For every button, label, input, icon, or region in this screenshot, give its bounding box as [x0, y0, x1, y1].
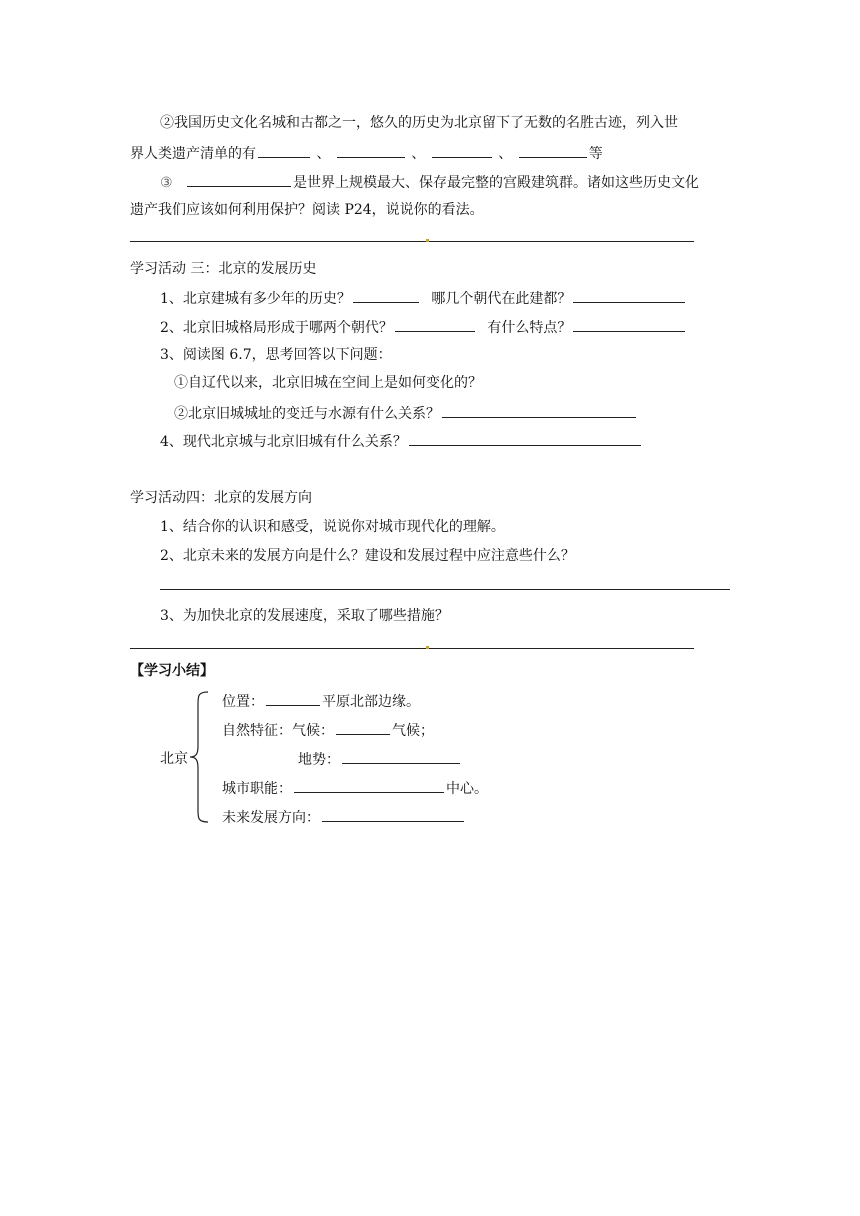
summary-future — [222, 807, 466, 827]
palace-paragraph-line2 — [130, 201, 484, 219]
text: ②北京旧城城址的变迁与水源有什么关系？ — [174, 406, 440, 422]
answer-blank[interactable] — [258, 143, 310, 158]
summary-terrain — [298, 749, 462, 769]
text: 2、北京旧城格局形成于哪两个朝代？ — [160, 320, 393, 336]
answer-line[interactable] — [160, 589, 730, 590]
text: 中心。 — [446, 781, 488, 797]
answer-blank[interactable] — [442, 403, 636, 418]
curly-brace-icon — [188, 690, 212, 824]
text: 2、北京未来的发展方向是什么？建设和发展过程中应注意些什么？ — [160, 548, 575, 564]
marker-dot — [426, 646, 429, 649]
answer-blank[interactable] — [322, 807, 464, 822]
text: 学习活动四：北京的发展方向 — [130, 490, 312, 506]
answer-blank[interactable] — [266, 691, 320, 706]
heritage-paragraph-line2 — [130, 143, 603, 163]
separator: 、 — [316, 146, 331, 162]
text: 1、结合你的认识和感受，说说你对城市现代化的理解。 — [160, 519, 505, 535]
text: ①自辽代以来，北京旧城在空间上是如何变化的？ — [174, 375, 482, 391]
text: 平原北部边缘。 — [322, 694, 420, 710]
text: 哪几个朝代在此建都？ — [431, 291, 572, 307]
activity4-q3 — [160, 607, 449, 625]
activity3-title — [130, 260, 316, 278]
answer-blank[interactable] — [573, 288, 685, 303]
text: 是世界上规模最大、保存最完整的宫殿建筑群。诸如这些历史文化 — [293, 175, 700, 191]
heritage-paragraph-line1 — [160, 114, 678, 132]
text: 学习活动 三：北京的发展历史 — [130, 261, 317, 277]
activity3-q3-1 — [174, 374, 482, 392]
answer-blank[interactable] — [409, 431, 641, 446]
list-marker: ③ — [160, 175, 173, 191]
answer-blank[interactable] — [342, 749, 460, 764]
summary-climate — [222, 720, 434, 740]
answer-blank[interactable] — [432, 143, 492, 158]
text: ②我国历史文化名城和古都之一，悠久的历史为北京留下了无数的名胜古迹，列入世 — [160, 115, 678, 131]
activity3-q1 — [160, 288, 687, 308]
text: 3、为加快北京的发展速度，采取了哪些措施？ — [160, 608, 449, 624]
activity3-q3-2 — [174, 403, 638, 423]
answer-blank[interactable] — [353, 288, 419, 303]
activity3-q2 — [160, 317, 687, 337]
text: 城市职能： — [222, 781, 292, 797]
answer-blank[interactable] — [395, 317, 475, 332]
answer-line[interactable] — [130, 648, 694, 649]
text: 有什么特点？ — [487, 320, 572, 336]
text: 遗产我们应该如何利用保护？阅读 P24，说说你的看法。 — [130, 202, 484, 218]
text: 气候； — [392, 723, 434, 739]
text: 1、北京建城有多少年的历史？ — [160, 291, 351, 307]
activity3-q3 — [160, 346, 392, 364]
text: 位置： — [222, 694, 264, 710]
text: 界人类遗产清单的有 — [130, 146, 256, 162]
text: 3、阅读图 6.7，思考回答以下问题： — [160, 347, 392, 363]
summary-location — [222, 691, 420, 711]
text: 北京 — [160, 751, 188, 767]
summary-beijing-label — [160, 750, 188, 768]
marker-dot — [426, 239, 429, 242]
answer-blank[interactable] — [336, 720, 390, 735]
text: 自然特征：气候： — [222, 723, 334, 739]
text: 地势： — [298, 752, 340, 768]
palace-paragraph-line1 — [160, 172, 699, 192]
answer-blank[interactable] — [337, 143, 405, 158]
text: 未来发展方向： — [222, 810, 320, 826]
activity4-q1 — [160, 518, 505, 536]
answer-blank[interactable] — [573, 317, 685, 332]
answer-blank[interactable] — [294, 778, 444, 793]
separator: 、 — [411, 146, 426, 162]
answer-line[interactable] — [130, 241, 694, 242]
text: 【学习小结】 — [130, 663, 214, 679]
summary-title — [130, 662, 214, 680]
activity3-q4 — [160, 431, 643, 451]
activity4-q2 — [160, 547, 575, 565]
answer-blank[interactable] — [187, 172, 291, 187]
text: 4、现代北京城与北京旧城有什么关系？ — [160, 434, 407, 450]
text: 等 — [588, 146, 603, 162]
separator: 、 — [498, 146, 513, 162]
answer-blank[interactable] — [519, 143, 587, 158]
activity4-title — [130, 489, 312, 507]
summary-function — [222, 778, 488, 798]
